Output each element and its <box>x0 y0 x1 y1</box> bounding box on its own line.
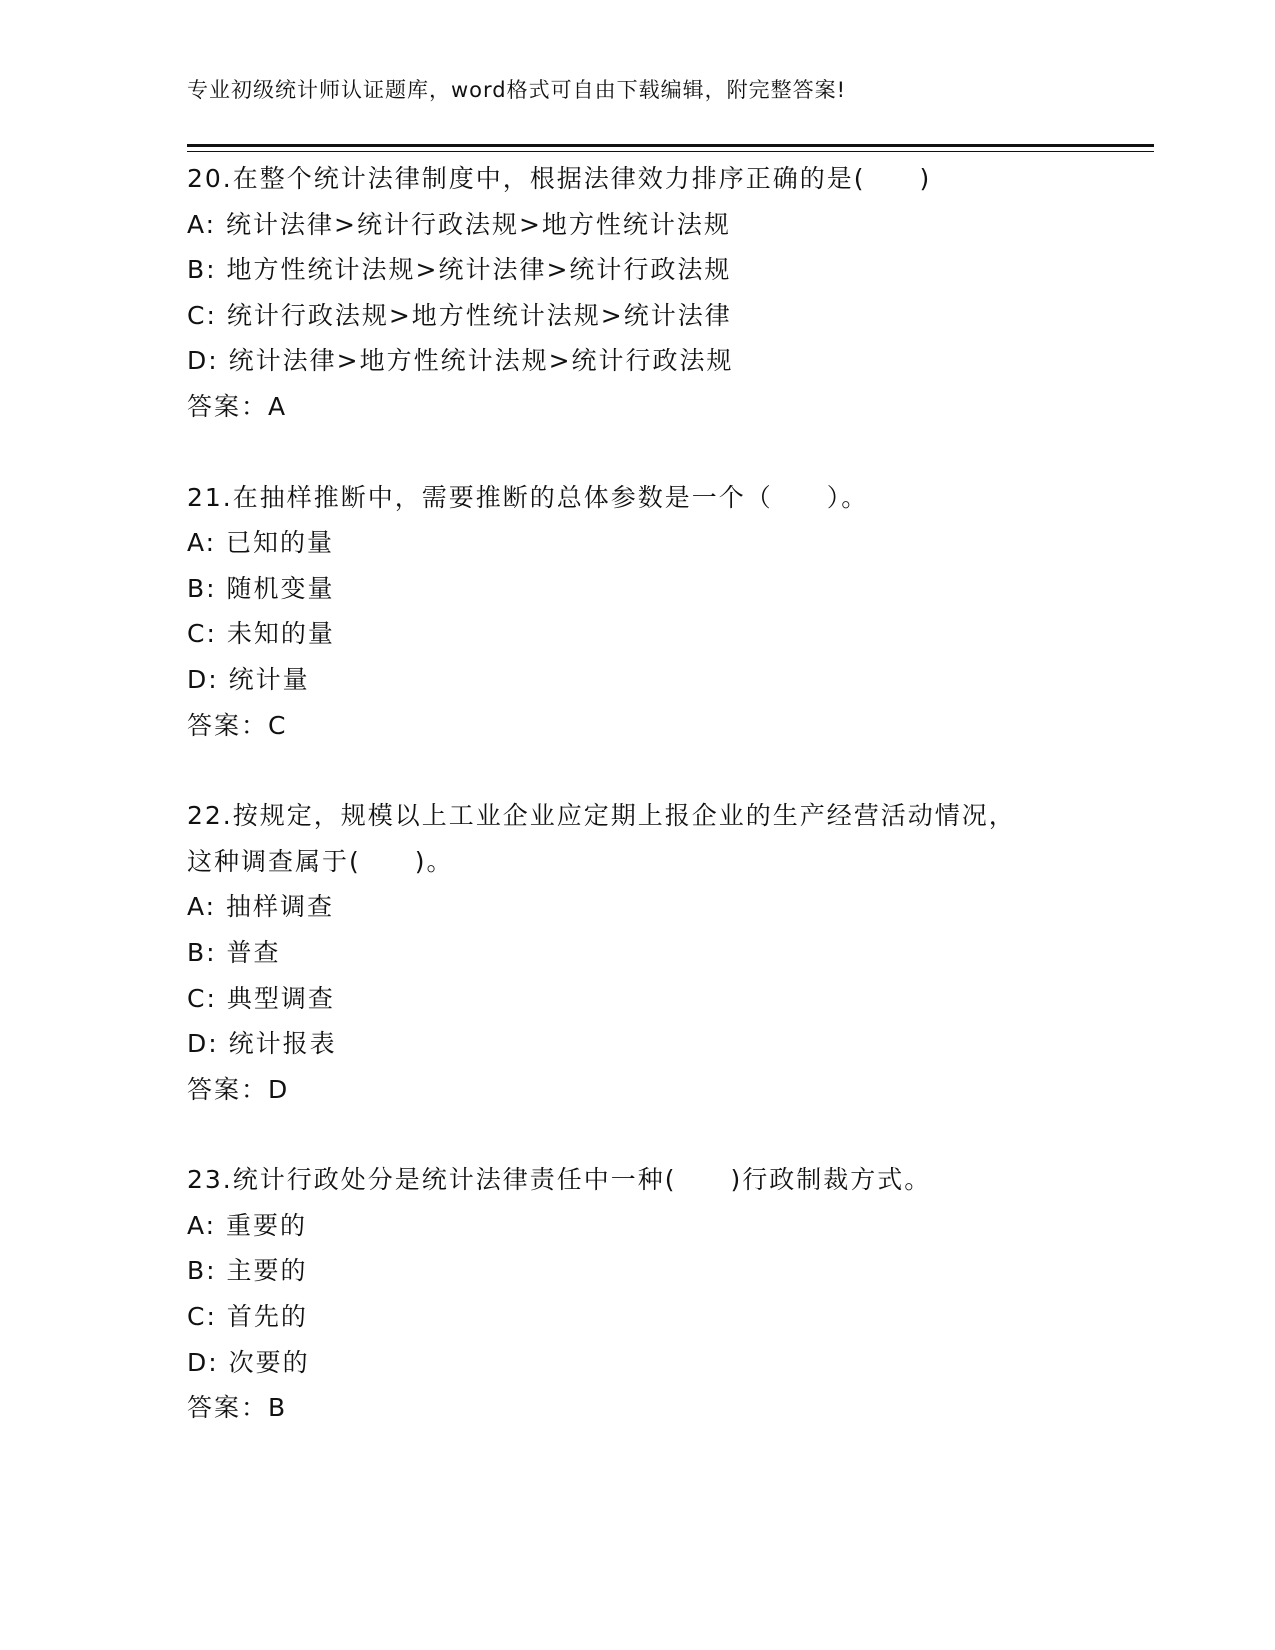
question-list <box>187 156 1154 1476</box>
question-stem: 23.统计行政处分是统计法律责任中一种( )行政制裁方式。 <box>187 1165 932 1195</box>
option-d: D: 统计报表 <box>187 1029 337 1059</box>
answer: 答案：A <box>187 391 288 421</box>
option-a: A: 统计法律>统计行政法规>地方性统计法规 <box>187 209 731 239</box>
answer: 答案：B <box>187 1393 288 1423</box>
option-c: C: 未知的量 <box>187 619 335 649</box>
question-stem: 21.在抽样推断中，需要推断的总体参数是一个（ ）。 <box>187 482 869 512</box>
question-23 <box>187 1157 1154 1431</box>
option-a: A: 抽样调查 <box>187 892 335 922</box>
question-stem-line-1: 22.按规定，规模以上工业企业应定期上报企业的生产经营活动情况， <box>187 801 1016 831</box>
option-b: B: 普查 <box>187 937 281 967</box>
option-a: A: 已知的量 <box>187 528 335 558</box>
question-stem-line-2: 这种调查属于( )。 <box>187 846 454 876</box>
option-a: A: 重要的 <box>187 1210 308 1240</box>
question-stem: 20.在整个统计法律制度中，根据法律效力排序正确的是( ) <box>187 164 932 193</box>
option-d: D: 统计法律>地方性统计法规>统计行政法规 <box>187 346 734 376</box>
answer: 答案：D <box>187 1074 290 1104</box>
page-header: 专业初级统计师认证题库，word格式可自由下载编辑，附完整答案! <box>187 78 847 102</box>
option-b: B: 主要的 <box>187 1256 308 1286</box>
option-d: D: 统计量 <box>187 664 310 694</box>
answer: 答案：C <box>187 710 288 740</box>
option-c: C: 首先的 <box>187 1302 308 1332</box>
option-b: B: 地方性统计法规>统计法律>统计行政法规 <box>187 255 732 285</box>
question-22 <box>187 793 1154 1112</box>
header-rule-thick <box>187 144 1154 147</box>
question-21 <box>187 475 1154 749</box>
option-d: D: 次要的 <box>187 1347 310 1377</box>
question-20 <box>187 156 1154 430</box>
option-b: B: 随机变量 <box>187 573 335 603</box>
option-c: C: 典型调查 <box>187 983 335 1013</box>
option-c: C: 统计行政法规>地方性统计法规>统计法律 <box>187 300 732 330</box>
header-rule-thin <box>187 151 1154 152</box>
